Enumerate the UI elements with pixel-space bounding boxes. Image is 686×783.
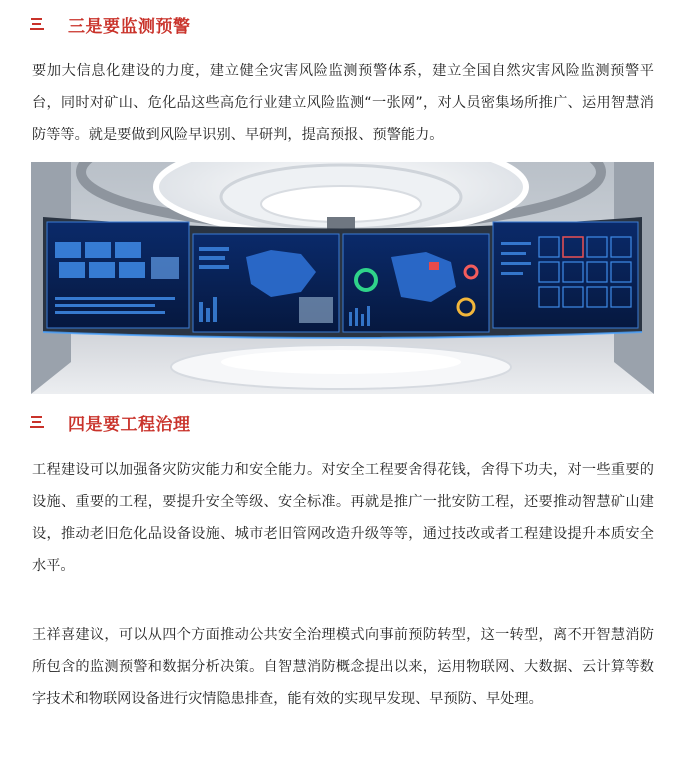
paragraph: 王祥喜建议，可以从四个方面推动公共安全治理模式向事前预防转型，这一转型，离不开智慧消防所包含的监测预警和数据分析决策。自智慧消防概念提出以来，运用物联网、大数据、云计算等数字技术和物联网设备进行灾情隐患排查，能有效的实现早发现、早预防、早处理。 (32, 627, 654, 707)
list-icon (30, 415, 44, 429)
section-title: 三是要监测预警 (68, 16, 191, 37)
section-heading-engineering (30, 408, 191, 436)
section-heading-monitoring (30, 10, 191, 38)
paragraph: 工程建设可以加强备灾防灾能力和安全能力。对安全工程要舍得花钱，舍得下功夫，对一些重要的设施、重要的工程，要提升安全等级、安全标准。再就是推广一批安防工程，还要推动智慧矿山建设，推动老旧危化品设备设施、城市老旧管网改造升级等等，通过技改或者工程建设提升本质安全水平。 (32, 462, 654, 574)
control-room-photo (31, 162, 654, 394)
paragraph: 要加大信息化建设的力度，建立健全灾害风险监测预警体系，建立全国自然灾害风险监测预警平台，同时对矿山、危化品这些高危行业建立风险监测“一张网”，对人员密集场所推广、运用智慧消防等等。就是要做到风险早识别、早研判，提高预报、预警能力。 (32, 63, 654, 143)
list-icon (30, 17, 44, 31)
section-title: 四是要工程治理 (68, 414, 191, 435)
